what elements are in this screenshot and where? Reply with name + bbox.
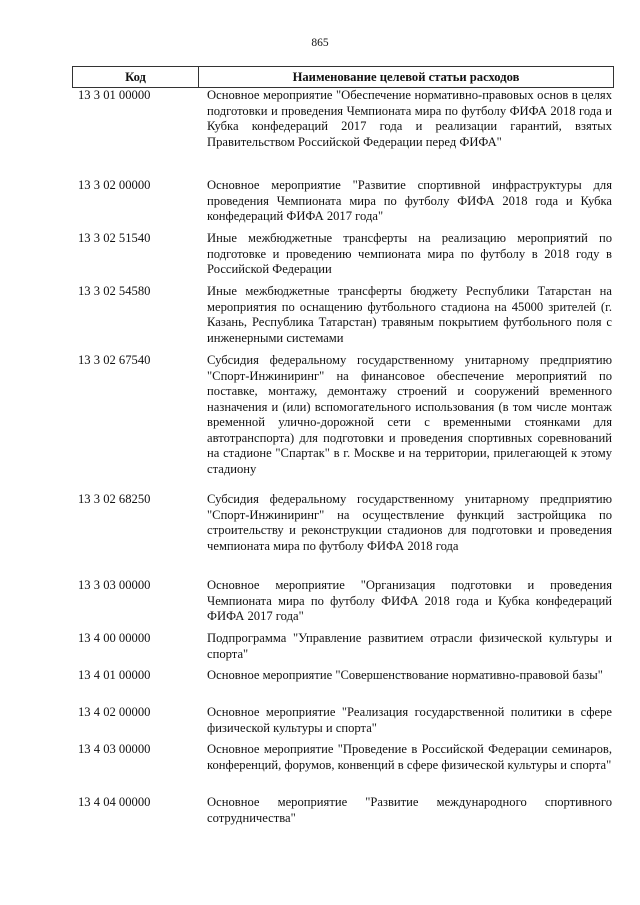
- row-name: Основное мероприятие "Совершенствование нормативно-правовой базы": [207, 668, 603, 682]
- row-code: 13 3 02 00000: [78, 178, 151, 192]
- row-name: Подпрограмма "Управление развитием отрасли физической культуры и спорта": [207, 631, 612, 661]
- table-row: [72, 88, 612, 150]
- table-row: [72, 231, 612, 278]
- row-name: Иные межбюджетные трансферты на реализацию мероприятий по подготовке и проведению чемпионата мира по футболу в 2018 году в Российской Федерации: [207, 231, 612, 276]
- table-row: [72, 668, 612, 684]
- table-header: [72, 66, 614, 88]
- table-row: [72, 705, 612, 736]
- table-row: [72, 795, 612, 826]
- row-name: Основное мероприятие "Реализация государственной политики в сфере физической культуры и спорта": [207, 705, 612, 735]
- table-row: [72, 578, 612, 625]
- row-code: 13 3 02 67540: [78, 353, 151, 367]
- header-code: Код: [73, 67, 199, 87]
- row-name: Основное мероприятие "Развитие международного спортивного сотрудничества": [207, 795, 612, 825]
- table-row: [72, 178, 612, 225]
- row-code: 13 4 04 00000: [78, 795, 151, 809]
- row-code: 13 3 02 68250: [78, 492, 151, 506]
- table-row: [72, 742, 612, 773]
- row-name: Основное мероприятие "Проведение в Российской Федерации семинаров, конференций, форумов, конвенций в сфере физической культуры и спорта": [207, 742, 612, 772]
- table-row: [72, 353, 612, 477]
- header-name: Наименование целевой статьи расходов: [292, 70, 520, 84]
- row-name: Основное мероприятие "Обеспечение нормативно-правовых основ в целях подготовки и проведения Чемпионата мира по футболу ФИФА 2018 года и Кубка конфедераций 2017 года и реализации гарантий, взятых Правительством Российской Федерации перед ФИФА": [207, 88, 612, 149]
- table-row: [72, 492, 612, 554]
- row-name: Субсидия федеральному государственному унитарному предприятию "Спорт-Инжиниринг" на осуществление функций застройщика по строительству и реконструкции стадионов для подготовки и проведения чемпионата мира по футболу ФИФА 2018 года: [207, 492, 612, 553]
- row-code: 13 3 02 54580: [78, 284, 151, 298]
- row-name: Основное мероприятие "Развитие спортивной инфраструктуры для проведения Чемпионата мира по футболу ФИФА 2018 года и Кубка конфедераций ФИФА 2017 года": [207, 178, 612, 223]
- row-name: Основное мероприятие "Организация подготовки и проведения Чемпионата мира по футболу ФИФА 2018 года и Кубка конфедераций ФИФА 2017 года": [207, 578, 612, 623]
- row-code: 13 3 01 00000: [78, 88, 151, 102]
- row-name: Иные межбюджетные трансферты бюджету Республики Татарстан на мероприятия по оснащению футбольного стадиона на 45000 зрителей (г. Казань, Республика Татарстан) травяным покрытием футбольного поля с инженерными системами: [207, 284, 612, 345]
- row-code: 13 3 02 51540: [78, 231, 151, 245]
- row-code: 13 4 01 00000: [78, 668, 151, 682]
- table-row: [72, 284, 612, 346]
- row-code: 13 4 02 00000: [78, 705, 151, 719]
- table-row: [72, 631, 612, 662]
- row-code: 13 4 00 00000: [78, 631, 151, 645]
- page-number: 865: [311, 37, 329, 49]
- row-code: 13 4 03 00000: [78, 742, 151, 756]
- row-name: Субсидия федеральному государственному унитарному предприятию "Спорт-Инжиниринг" на финансовое обеспечение мероприятий по поставке, монтажу, демонтажу строений и сооружений временного назначения и (или) вспомогательного использования (в том числе монтаж временной улично-дорожной сети с временными стоянками для автотранспорта) для подготовки и проведения спортивных соревнований на стадионе "Спартак" в г. Москве и на территории, прилегающей к этому стадиону: [207, 353, 612, 476]
- row-code: 13 3 03 00000: [78, 578, 151, 592]
